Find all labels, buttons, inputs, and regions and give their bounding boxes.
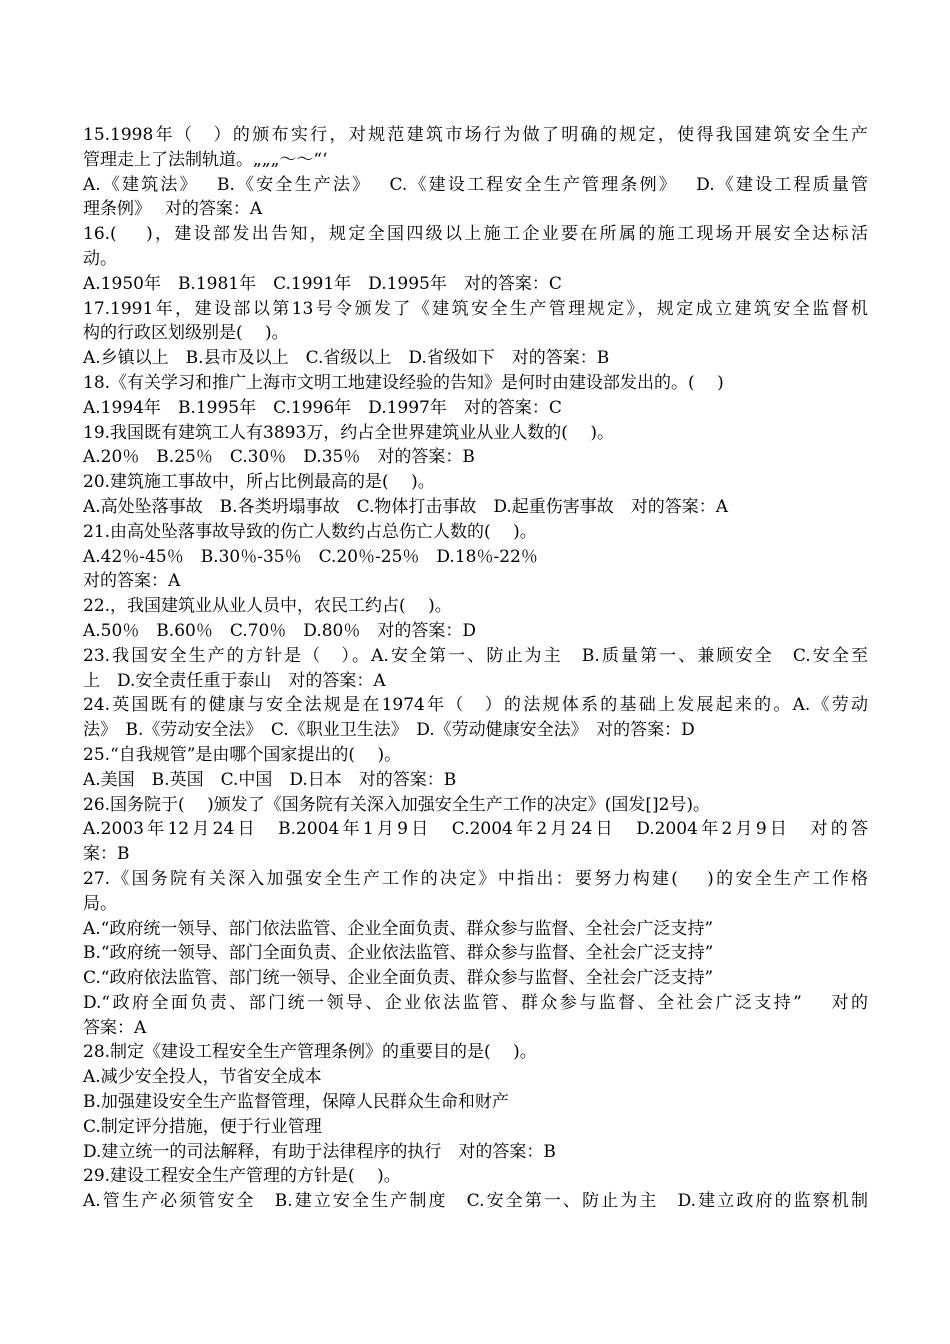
text-line: 动。 — [83, 248, 117, 269]
text-line: B.加强建设安全生产监督管理，保障人民群众生命和财产 — [83, 1092, 509, 1113]
text-line: B.“政府统一领导、部门全面负责、企业依法监管、群众参与监督、全社会广泛支持” — [83, 943, 714, 964]
text-line: 26.国务院于( )颁发了《国务院有关深入加强安全生产工作的决定》(国发[]2号)。 — [83, 794, 711, 815]
text-line: C.制定评分措施，便于行业管理 — [83, 1116, 322, 1137]
text-line: A.减少安全投人，节省安全成本 — [83, 1067, 322, 1088]
text-line: 27.《国务院有关深入加强安全生产工作的决定》中指出：要努力构建( )的安全生产工作格 — [83, 868, 868, 889]
text-line: 28.制定《建设工程安全生产管理条例》的重要目的是( )。 — [83, 1042, 537, 1063]
text-line: D.“政府全面负责、部门统一领导、企业依法监管、群众参与监督、全社会广泛支持” 对的 — [83, 992, 868, 1013]
text-line: A.1994年 B.1995年 C.1996年 D.1997年 对的答案：C — [83, 397, 562, 418]
text-line: 20.建筑施工事故中，所占比例最高的是( )。 — [83, 472, 435, 493]
text-line: D.建立统一的司法解释，有助于法律程序的执行 对的答案：B — [83, 1141, 556, 1162]
text-line: 理条例》 对的答案：A — [83, 199, 263, 220]
text-line: 22.，我国建筑业从业人员中，农民工约占( )。 — [83, 596, 452, 617]
text-line: A.“政府统一领导、部门依法监管、企业全面负责、群众参与监督、全社会广泛支持” — [83, 918, 714, 939]
text-line: 对的答案：A — [83, 571, 181, 592]
text-line: C.“政府依法监管、部门统一领导、企业全面负责、群众参与监督、全社会广泛支持” — [83, 968, 714, 989]
text-line: 17.1991年，建设部以第13号令颁发了《建筑安全生产管理规定》，规定成立建筑安全监督机 — [83, 298, 868, 319]
text-line: 18.《有关学习和推广上海市文明工地建设经验的告知》是何时由建设部发出的。( ) — [83, 372, 724, 393]
text-line: 上 D.安全责任重于泰山 对的答案：A — [83, 670, 386, 691]
text-line: 案：B — [83, 844, 130, 865]
text-line: A.乡镇以上 B.县市及以上 C.省级以上 D.省级如下 对的答案：B — [83, 348, 610, 369]
text-line: A.高处坠落事故 B.各类坍塌事故 C.物体打击事故 D.起重伤害事故 对的答案：A — [83, 496, 729, 517]
text-line: 19.我国既有建筑工人有3893万，约占全世界建筑业从业人数的( )。 — [83, 422, 614, 443]
text-line: A.美国 B.英国 C.中国 D.日本 对的答案：B — [83, 769, 457, 790]
text-line: 23.我国安全生产的方针是（ ）。A.安全第一、防止为主 B.质量第一、兼顾安全 C.安全至 — [83, 645, 868, 666]
text-line: A.管生产必须管安全 B.建立安全生产制度 C.安全第一、防止为主 D.建立政府的监察机制 — [83, 1191, 868, 1212]
text-line: A.50％ B.60％ C.70％ D.80％ 对的答案：D — [83, 620, 476, 641]
text-line: 15.1998年（ ）的颁布实行，对规范建筑市场行为做了明确的规定，使得我国建筑安全生产 — [83, 125, 868, 145]
document-page — [83, 123, 868, 1214]
text-line: 16.( )，建设部发出告知，规定全国四级以上施工企业要在所属的施工现场开展安全达标活 — [83, 224, 868, 245]
text-line: 21.由高处坠落事故导致的伤亡人数约占总伤亡人数的( )。 — [83, 521, 537, 542]
text-line: 局。 — [83, 893, 117, 914]
text-line: 法》 B.《劳动安全法》 C.《职业卫生法》 D.《劳动健康安全法》 对的答案：D — [83, 720, 695, 741]
text-line: A.42％-45％ B.30％-35％ C.20％-25％ D.18％-22％ — [83, 546, 538, 567]
text-line: A.1950年 B.1981年 C.1991年 D.1995年 对的答案：C — [83, 273, 562, 294]
text-line: 29.建设工程安全生产管理的方针是( )。 — [83, 1166, 401, 1187]
text-line: 25.“自我规管”是由哪个国家提出的( )。 — [83, 744, 402, 765]
text-line: 24.英国既有的健康与安全法规是在1974年（ ）的法规体系的基础上发展起来的。A.《劳动 — [83, 695, 868, 716]
text-line: A.2003年12月24日 B.2004年1月9日 C.2004年2月24日 D.2004年2月9日 对的答 — [83, 819, 868, 840]
text-line: A.《建筑法》 B.《安全生产法》 C.《建设工程安全生产管理条例》 D.《建设工程质量管 — [83, 174, 868, 195]
text-line: 构的行政区划级别是( )。 — [83, 323, 289, 344]
text-line: 答案：A — [83, 1017, 147, 1038]
text-line: 管理走上了法制轨道。„„„～～“‘ — [83, 149, 328, 170]
text-line: A.20％ B.25％ C.30％ D.35％ 对的答案：B — [83, 447, 475, 468]
